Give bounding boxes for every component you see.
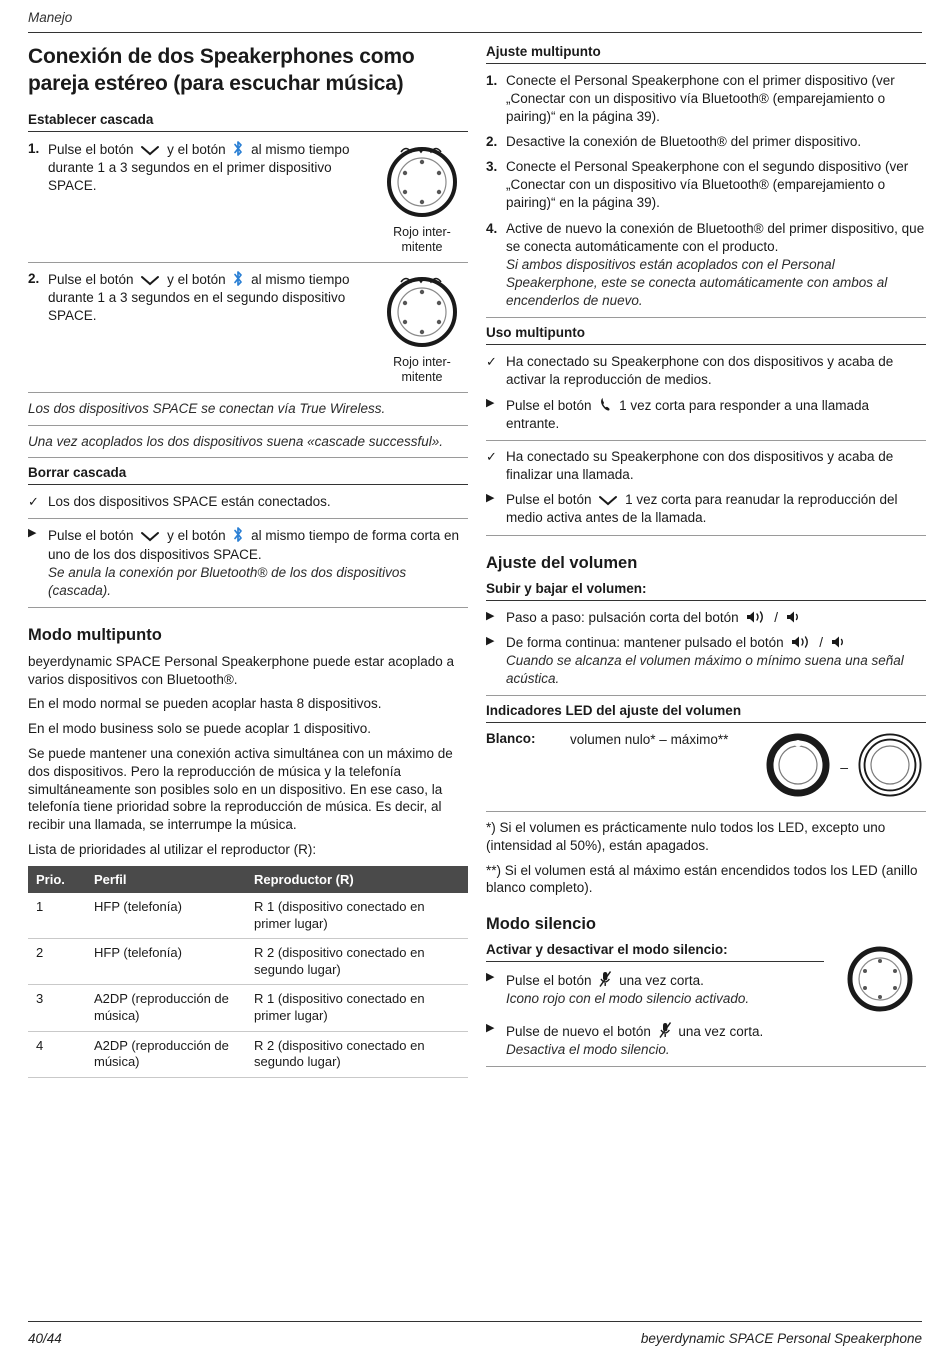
volume-down-icon: [830, 634, 844, 650]
silence-block: [486, 942, 926, 1021]
action-text-part1: Pulse de nuevo el botón: [506, 1024, 651, 1040]
action-text-part1: Pulse el botón: [506, 398, 592, 414]
step-number: 2.: [486, 134, 498, 150]
table-cell: R 2 (dispositivo conectado en segundo lugar): [246, 1031, 468, 1077]
table-cell: 2: [28, 939, 86, 985]
heading-uso-multipunto: Uso multipunto: [486, 324, 585, 340]
table-cell: R 2 (dispositivo conectado en segundo lugar): [246, 939, 468, 985]
footer-page-number: 40/44: [28, 1331, 62, 1346]
step-text-part1: Pulse el botón: [48, 271, 134, 287]
footer-divider: [28, 1321, 922, 1322]
led-color-label: Blanco:: [486, 730, 536, 746]
step-text-part1: Pulse el botón: [48, 141, 134, 157]
volume-up-icon: [745, 609, 767, 625]
action-text-part1: Pulse el botón: [48, 528, 134, 544]
chevron-down-icon: [598, 495, 618, 507]
led-legend-row: [486, 731, 926, 804]
setup-step-4: [486, 220, 926, 310]
volume-up-icon: [790, 634, 812, 650]
check-icon: ✓: [486, 353, 497, 369]
heading-establecer-cascada: Establecer cascada: [28, 111, 154, 127]
divider: [28, 262, 468, 263]
setup-step-2: [486, 133, 926, 151]
bluetooth-icon: [232, 140, 244, 157]
cascade-note-2: Una vez acoplados los dos dispositivos suena «cascade successful».: [28, 433, 443, 449]
microphone-mute-icon: [658, 1021, 672, 1039]
divider: [486, 1066, 926, 1067]
table-cell: HFP (telefonía): [86, 939, 246, 985]
divider: [28, 484, 468, 485]
precondition-text: Los dos dispositivos SPACE están conectados.: [48, 494, 331, 510]
triangle-right-icon: ▶: [486, 397, 495, 410]
chevron-down-icon: [140, 145, 160, 157]
table-row: [28, 985, 468, 1031]
volume-note: Cuando se alcanza el volumen máximo o mínimo suena una señal acústica.: [506, 652, 904, 686]
action-text-part1: Pulse el botón: [506, 492, 592, 508]
divider: [486, 317, 926, 318]
bluetooth-icon: [232, 526, 244, 543]
divider: [486, 695, 926, 696]
setup-note: Si ambos dispositivos están acoplados con el Personal Speakerphone, este se conecta automáticamente con ambos al encenderlos de nuevo.: [506, 256, 888, 308]
footer-product-name: beyerdynamic SPACE Personal Speakerphone: [640, 1331, 922, 1346]
divider: [28, 607, 468, 608]
table-header-cell: Reproductor (R): [246, 866, 468, 893]
separator: /: [819, 634, 823, 650]
step-text: Desactive la conexión de Bluetooth® del primer dispositivo.: [506, 134, 862, 150]
microphone-mute-icon: [598, 970, 612, 988]
table-header-row: [28, 866, 468, 893]
step-text: Conecte el Personal Speakerphone con el primer dispositivo (ver „Conectar con un dispositivo vía Bluetooth® (emparejamiento o pairing)“ en la página 39).: [506, 73, 895, 125]
multipoint-p4: Se puede mantener una conexión activa simultánea con un máximo de dos dispositivos. Pero la reproducción de música y la telefonía simultáneamente son posibles solo en un dispositivo. En ese caso, la telefonía tiene prioridad sobre la reproducción de música. Es decir, al recibir una llamada, se interrumpe la música.: [28, 746, 453, 833]
step-text: Conecte el Personal Speakerphone con el segundo dispositivo (ver „Conectar con un dispositivo vía Bluetooth® (emparejamiento o pairing)“ en la página 39).: [506, 159, 909, 211]
silence-note-1: Icono rojo con el modo silencio activado.: [506, 991, 750, 1007]
action-text-part3: al mismo tiempo de forma corta en uno de los dos dispositivos SPACE.: [48, 528, 460, 562]
table-cell: 1: [28, 893, 86, 939]
cascade-step-1: [28, 140, 468, 255]
use-action-2: [486, 491, 926, 527]
table-row: [28, 893, 468, 939]
table-cell: 3: [28, 985, 86, 1031]
action-text-part1: De forma continua: mantener pulsado el botón: [506, 634, 784, 650]
led-value-label: volumen nulo* – máximo**: [570, 731, 729, 747]
multipoint-p3: En el modo business solo se puede acoplar 1 dispositivo.: [28, 721, 371, 737]
header-divider: [28, 32, 922, 33]
divider: [28, 131, 468, 132]
table-cell: R 1 (dispositivo conectado en primer lugar): [246, 985, 468, 1031]
figure-caption: Rojo inter-mitente: [393, 224, 451, 254]
divider: [486, 440, 926, 441]
use-precondition-2: [486, 448, 926, 484]
led-footnote-2: **) Si el volumen está al máximo están encendidos todos los LED (anillo blanco completo).: [486, 862, 918, 896]
step-text-part3: al mismo tiempo durante 1 a 3 segundos en el primer dispositivo SPACE.: [48, 141, 350, 193]
step-text: Active de nuevo la conexión de Bluetooth® del primer dispositivo, que se conecta automáticamente con el producto.: [506, 220, 925, 254]
triangle-right-icon: ▶: [486, 971, 495, 984]
setup-step-3: [486, 158, 926, 212]
triangle-right-icon: ▶: [486, 1022, 495, 1035]
action-text-part2: 1 vez corta para responder a una llamada entrante.: [506, 398, 869, 432]
setup-step-1: [486, 72, 926, 126]
divider: [486, 63, 926, 64]
divider: [486, 344, 926, 345]
bluetooth-icon: [232, 270, 244, 287]
heading-modo-silencio: Modo silencio: [486, 915, 597, 934]
phone-icon: [598, 396, 612, 413]
speakerphone-ring-icon: [834, 942, 926, 1021]
action-text-part1: Pulse el botón: [506, 973, 592, 989]
triangle-right-icon: ▶: [486, 492, 495, 505]
table-cell: R 1 (dispositivo conectado en primer lugar): [246, 893, 468, 939]
volume-down-icon: [785, 609, 799, 625]
step-number: 1.: [486, 73, 498, 88]
table-cell: A2DP (reproducción de música): [86, 1031, 246, 1077]
figure-caption: Rojo inter-mitente: [393, 354, 451, 384]
separator: /: [774, 609, 778, 625]
table-row: [28, 939, 468, 985]
table-row: [28, 1031, 468, 1077]
check-icon: ✓: [486, 449, 497, 465]
triangle-right-icon: ▶: [486, 634, 495, 647]
divider: [486, 600, 926, 601]
chevron-down-icon: [140, 531, 160, 543]
step-number: 1.: [28, 140, 40, 156]
page-title: Conexión de dos Speakerphones como pareja estéreo (para escuchar música): [28, 45, 415, 95]
table-header-cell: Prio.: [28, 866, 86, 893]
use-precondition-1: [486, 353, 926, 389]
left-column: [28, 44, 468, 1078]
heading-modo-multipunto: Modo multipunto: [28, 625, 162, 644]
table-cell: HFP (telefonía): [86, 893, 246, 939]
divider: [486, 811, 926, 812]
divider: [486, 961, 824, 962]
chevron-down-icon: [140, 275, 160, 287]
action-text-part2: 1 vez corta para reanudar la reproducción del medio activa antes de la llamada.: [506, 492, 898, 526]
silence-action-2: [486, 1021, 926, 1059]
silence-note-2: Desactiva el modo silencio.: [506, 1042, 670, 1058]
step-text-part3: al mismo tiempo durante 1 a 3 segundos en el segundo dispositivo SPACE.: [48, 271, 350, 323]
action-text-part2: una vez corta.: [678, 1024, 764, 1040]
led-min-icon: [762, 731, 834, 804]
divider: [486, 722, 926, 723]
step-number: 4.: [486, 220, 498, 236]
precondition-text: Ha conectado su Speakerphone con dos dispositivos y acaba de activar la reproducción de medios.: [506, 353, 894, 388]
right-column: [486, 44, 926, 1074]
action-text-part1: Paso a paso: pulsación corta del botón: [506, 609, 739, 625]
heading-ajuste-multipunto: Ajuste multipunto: [486, 44, 601, 59]
divider: [28, 518, 468, 519]
led-footnote-1: *) Si el volumen es prácticamente nulo todos los LED, excepto uno (intensidad al 50%), están apagados.: [486, 819, 886, 853]
divider: [486, 535, 926, 536]
led-max-icon: [854, 731, 926, 804]
multipoint-p5: Lista de prioridades al utilizar el reproductor (R):: [28, 842, 317, 858]
clear-note: Se anula la conexión por Bluetooth® de los dos dispositivos (cascada).: [48, 564, 407, 598]
table-cell: 4: [28, 1031, 86, 1077]
speakerphone-ring-icon: [376, 140, 468, 255]
heading-borrar-cascada: Borrar cascada: [28, 465, 127, 481]
volume-continuous-action: [486, 634, 926, 688]
heading-ajuste-del-volumen: Ajuste del volumen: [486, 553, 638, 572]
use-action-1: [486, 396, 926, 433]
step-text-part2: y el botón: [167, 141, 226, 157]
step-text-part2: y el botón: [167, 271, 226, 287]
cascade-note-1: Los dos dispositivos SPACE se conectan vía True Wireless.: [28, 400, 386, 416]
precondition-text: Ha conectado su Speakerphone con dos dispositivos y acaba de finalizar una llamada.: [506, 449, 894, 483]
heading-indicadores-led: Indicadores LED del ajuste del volumen: [486, 702, 742, 718]
check-icon: ✓: [28, 494, 39, 510]
triangle-right-icon: ▶: [486, 609, 495, 622]
volume-step-action: [486, 609, 926, 627]
multipoint-p1: beyerdynamic SPACE Personal Speakerphone puede estar acoplado a varios dispositivos con Bluetooth®.: [28, 653, 455, 687]
table-cell: A2DP (reproducción de música): [86, 985, 246, 1031]
triangle-right-icon: ▶: [28, 527, 37, 540]
divider: [28, 457, 468, 458]
clear-action: [28, 526, 468, 599]
step-number: 3.: [486, 159, 498, 175]
page-header: Manejo: [28, 10, 73, 25]
led-range-dash: –: [840, 759, 848, 776]
multipoint-p2: En el modo normal se pueden acoplar hasta 8 dispositivos.: [28, 696, 382, 712]
silence-action-1: [486, 970, 824, 1008]
priority-table: [28, 866, 468, 1078]
divider: [28, 425, 468, 426]
speakerphone-ring-icon: [376, 270, 468, 385]
table-header-cell: Perfil: [86, 866, 246, 893]
step-number: 2.: [28, 270, 40, 286]
action-text-part2: y el botón: [167, 528, 226, 544]
cascade-step-2: [28, 270, 468, 385]
heading-subir-bajar-volumen: Subir y bajar el volumen:: [486, 580, 647, 596]
divider: [28, 392, 468, 393]
action-text-part2: una vez corta.: [619, 973, 704, 989]
heading-activar-silencio: Activar y desactivar el modo silencio:: [486, 942, 728, 958]
clear-precondition: [28, 493, 468, 511]
